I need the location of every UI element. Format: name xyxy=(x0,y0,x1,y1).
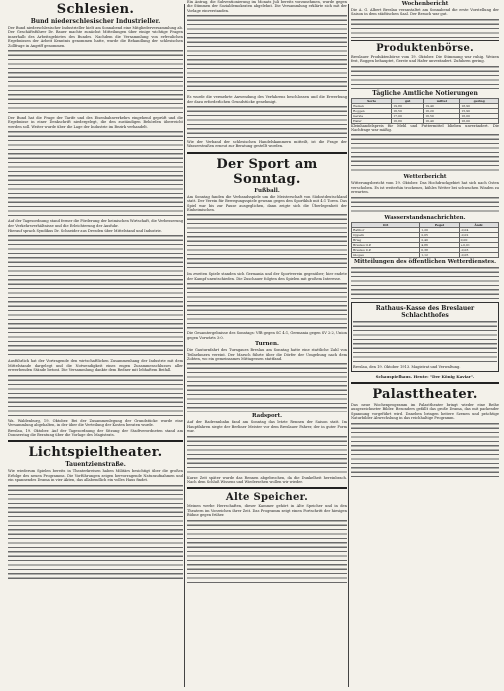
article-paragraph: Die Gesamtergebnisse des Sonntags: VfB gegen SC 4:1, Germania gegen SV 2:2, Union gegen Vorwärts 3:0. xyxy=(187,331,347,340)
table-body xyxy=(352,227,499,257)
body-text-block xyxy=(187,213,347,271)
body-text-block xyxy=(187,362,347,412)
article-subheading: Fußball. xyxy=(254,187,280,194)
market-price-table xyxy=(351,98,499,124)
body-text-block xyxy=(187,105,347,139)
table-body xyxy=(352,103,499,123)
article-paragraph: Breslauer Produktenbörse vom 19. Oktober. Die Stimmung war ruhig. Weizen fest, Roggen behauptet, Gerste und Hafer unverändert. Zufuhren gering. xyxy=(351,54,499,64)
table-cell: +0,01 xyxy=(459,242,498,247)
article-subheading: Radsport. xyxy=(251,413,283,420)
table-cell: 16,00 xyxy=(460,118,499,123)
advertisement-box xyxy=(351,302,499,372)
article-paragraph: Auf der Radrennbahn fand am Sonntag das letzte Rennen der Saison statt. Im Hauptfahren siegte der Berliner Meister vor dem Breslauer Fahrer, der in guter Form war. xyxy=(187,420,347,434)
table-row xyxy=(352,118,499,123)
body-text-block xyxy=(187,282,347,330)
section-heading-market: Produktenbörse. xyxy=(376,42,474,54)
body-text-block xyxy=(8,234,183,358)
body-text-block xyxy=(187,14,347,94)
article-paragraph: Wie wiederum Spielen bereits in Theaterkreisen haben Militärs besichtigt über die großen Erfolge des neuen Programms. Die Vorführungen zeigen hervorragende Naturaufnahmen und ein spannendes Drama in vier Akten, das allabendlich ein volles Haus findet. xyxy=(8,469,183,483)
body-text-block xyxy=(8,130,183,218)
section-heading-weekly: Wochenbericht xyxy=(401,1,449,7)
ad-heading: Rathaus-Kasse des Breslauer Schlachthofes xyxy=(375,304,475,319)
table-header-cell: Ändr. xyxy=(459,222,498,227)
table-cell: 0,00 xyxy=(459,237,498,242)
column-rule xyxy=(348,4,349,687)
body-text-block xyxy=(351,133,499,173)
table-cell: Hafer xyxy=(352,118,392,123)
table-cell: 19,40 xyxy=(424,103,460,108)
article-paragraph: Kleinhandelspreis für Mehl und Futtermittel blieben unverändert. Die Nachfrage war mäßig. xyxy=(351,123,499,133)
body-text-block xyxy=(351,422,499,478)
table-cell: 16,40 xyxy=(424,118,460,123)
section-heading-silesia: Schlesien. xyxy=(56,2,135,17)
table-cell: Breslau O.P. xyxy=(352,242,420,247)
body-text-block xyxy=(8,374,183,418)
table-cell: 16,50 xyxy=(424,113,460,118)
table-cell: Oppeln xyxy=(352,232,420,237)
section-heading-cinema: Lichtspieltheater. xyxy=(28,445,163,461)
table-cell: 16,80 xyxy=(392,118,424,123)
article-paragraph: Das neue Wochenprogramm im Palasttheater bringt wieder eine Reihe ausgezeichneter Bilder. Besonders gefällt das große Drama, das mit packender Spannung vorgeführt wird. Daneben bringen heitere Szenen und prächtige Naturbilder Abwechslung in das reichhaltige Programm. xyxy=(351,403,499,421)
table-cell: 16,50 xyxy=(392,108,424,113)
section-heading-sport: Der Sport am Sonntag. xyxy=(216,156,318,187)
table-cell: -0,05 xyxy=(459,252,498,257)
table-cell: 2,40 xyxy=(420,237,459,242)
article-paragraph: Am Sonntag fanden die Verbandsspiele um die Meisterschaft von Südostdeutschland statt. Der Verein für Bewegungsspiele gewann gegen den Sportklub mit 4:1 Toren. Das Spiel war bis zur Pause ausgeglichen, dann zeigte sich die Überlegenheit der Einheimischen. xyxy=(187,194,347,213)
article-paragraph: Ein Antrag, die Subventionierung im Monats Juli bereits vorzunehmen, wurde gegen die Stimmen der Sozialdemokraten abgelehnt. Die Versammlung erklärte sich mit der Vorlage einverstanden. xyxy=(187,0,347,13)
body-text-block xyxy=(187,435,347,475)
article-paragraph: Wa. Waldenburg, 19. Oktober. Bei der Zusammenlegung der Grundstücke wurde eine Versammlung abgehalten, in der über die Verteilung der Kosten beraten wurde. xyxy=(8,418,183,428)
theatre-notice: Schauspielhaus. Heute: "Der König Kaviar". xyxy=(375,374,475,380)
table-cell: Breslau U.P. xyxy=(352,247,420,252)
article-paragraph: Wie der Verband der schlesischen Handelskammern mitteilt, ist die Frage der Wasserstraßen erneut zur Beratung gestellt worden. xyxy=(187,140,347,149)
table-header-cell: gering xyxy=(460,98,499,103)
section-heading-speicher: Alte Speicher. xyxy=(225,492,309,504)
table-cell: Glogau xyxy=(352,252,420,257)
table-header-cell: Sorte xyxy=(352,98,392,103)
article-paragraph: Meinen werbe Herrschaften, dieser Kammer gehört in Alte Speicher und in den Theatern im Vorzeichen ihrer Zeit. Das Programm zeigt einen Fortschritt der hiesigen Bühne gegen früher. xyxy=(187,504,347,518)
article-paragraph: Der Bund niederschlesischer Industrieller hielt am Sonnabend eine Mitgliederversammlung ab. Der Geschäftsführer Dr. Bauer machte zunächst Mitteilungen über einige wichtige Fragen innerhalb des Arbeitsgebietes des Bundes. Nachdem die Versammlung von erfreulichen Ergebnissen der Arbeit Kenntnis genommen hatte, wurde die Behandlung der schlesischen Zollfrage in Angriff genommen. xyxy=(8,26,183,48)
table-header-cell: Ort xyxy=(352,222,420,227)
article-paragraph: Ausführlich hat der Vortragende den wirtschaftlichen Zusammenhang der Industrie mit dem Mittelstande dargelegt und die Notwendigkeit eines engen Zusammenschlusses aller erwerbenden Stände betont. Die Versammlung dankte dem Redner mit lebhaftem Beifall. xyxy=(8,359,183,373)
water-level-table xyxy=(351,222,499,258)
table-cell: 4,86 xyxy=(420,242,459,247)
table-cell: 1,20 xyxy=(420,227,459,232)
article-paragraph: Kurze Zeit später wurde das Rennen abgebrochen, da die Dunkelheit hereinbrach. Nach dem Schluß Wissens und Wiedersehen wollen wir wieder. xyxy=(187,475,347,484)
column-middle xyxy=(187,0,347,584)
table-cell: Weizen xyxy=(352,103,392,108)
table-cell: Gerste xyxy=(352,113,392,118)
column-left xyxy=(8,0,183,581)
table-cell: 16,20 xyxy=(424,108,460,113)
section-heading-observations: Mitteilungen des öffentlichen Wetterdienstes. xyxy=(354,258,496,265)
table-cell: 0,38 xyxy=(420,247,459,252)
market-table-heading: Tägliche Amtliche Notierungen xyxy=(372,89,478,97)
article-subheading: Turnen. xyxy=(255,341,279,348)
table-cell: 17,00 xyxy=(392,113,424,118)
body-text-block xyxy=(351,65,499,89)
divider xyxy=(8,440,183,442)
body-text-block xyxy=(351,18,499,38)
table-cell: -0,04 xyxy=(459,227,498,232)
column-right xyxy=(351,0,499,479)
table-cell: 15,90 xyxy=(460,108,499,113)
body-text-block xyxy=(187,519,347,583)
table-header-cell: Pegel xyxy=(420,222,459,227)
article-paragraph: Die A. G. Albert Breslau veranstaltet am Sonnabend die erste Vorstellung der Saison in dem städtischen Saal. Der Besuch war gut. xyxy=(351,8,499,17)
article-paragraph: Witterungsbericht vom 19. Oktober. Das Hochdruckgebiet hat sich nach Osten verschoben. Es ist weiterhin trockenes, kühles Wetter bei schwachen Winden zu erwarten. xyxy=(351,181,499,195)
section-heading-water: Wasserstandsnachrichten. xyxy=(384,214,466,221)
article-paragraph: Im zweiten Spiele standen sich Germania und der Sportverein gegenüber; hier endete der Kampf unentschieden. Die Zuschauer folgten den Spielen mit großem Interesse. xyxy=(187,272,347,281)
section-heading-palace: Palasttheater. xyxy=(372,387,478,403)
table-row xyxy=(352,252,499,257)
divider xyxy=(187,487,347,489)
table-cell: 16,00 xyxy=(460,113,499,118)
table-header-cell: gut xyxy=(392,98,424,103)
table-cell: 18,90 xyxy=(460,103,499,108)
table-cell: Roggen xyxy=(352,108,392,113)
body-text-block xyxy=(8,484,183,580)
article-paragraph: Breslau, 19. Oktober. Auf der Tagesordnung der Sitzung der Stadtverordneten stand am Donnerstag die Beratung über die Vorlage des Magistrats. xyxy=(8,428,183,437)
body-text-block xyxy=(353,320,497,364)
article-paragraph: Hierauf sprach Syndikus Dr. Schneider aus Dresden über Mittelstand und Industrie. xyxy=(8,229,162,234)
article-paragraph: Die Gauturnfahrt des Turngaues Breslau am Sonntag hatte eine stattliche Zahl von Teilnehmern vereint. Der Marsch führte über die Dörfer der Umgebung nach dem Zobten, wo ein gemeinsames Mittagessen stattfand. xyxy=(187,348,347,361)
body-text-block xyxy=(351,196,499,214)
divider xyxy=(187,152,347,154)
table-cell: Ratibor xyxy=(352,227,420,232)
divider xyxy=(351,382,499,384)
article-subheading: Bund niederschlesischer Industrieller. xyxy=(30,18,161,25)
article-paragraph: Der Bund hat die Frage der Tarife und des Eisenbahnverkehrs eingehend geprüft und die Ergebnisse in einer Denkschrift niedergelegt, die den zuständigen Behörden überreicht werden soll. Weiter wurde über die Lage der Industrie im Bezirk verhandelt. xyxy=(8,116,183,129)
section-heading-weather: Wetterbericht xyxy=(403,174,447,181)
table-header-cell: mittel xyxy=(424,98,460,103)
ad-text: Breslau, den 19. Oktober 1913. Magistrat und Verwaltung. xyxy=(353,364,461,369)
column-rule xyxy=(184,4,185,687)
table-cell: Brieg xyxy=(352,237,420,242)
body-text-block xyxy=(351,266,499,300)
table-cell: 1,12 xyxy=(420,252,459,257)
table-cell: -0,02 xyxy=(459,232,498,237)
table-cell: -0,03 xyxy=(459,247,498,252)
article-subheading: Tauentzienstraße. xyxy=(65,461,126,469)
article-paragraph: Es wurde die vermehrte Anwendung des Verfahrens beschlossen und die Erwerbung der dazu erforderlichen Grundstücke genehmigt. xyxy=(187,95,347,104)
article-paragraph: Auf der Tagesordnung stand ferner die Förderung der heimischen Wirtschaft, die Verbesserung der Verkehrsverhältnisse und die Erleichterung der Ausfuhr. xyxy=(8,219,183,228)
table-cell: 2,05 xyxy=(420,232,459,237)
table-cell: 19,80 xyxy=(392,103,424,108)
body-text-block xyxy=(8,49,183,115)
divider xyxy=(351,40,499,41)
